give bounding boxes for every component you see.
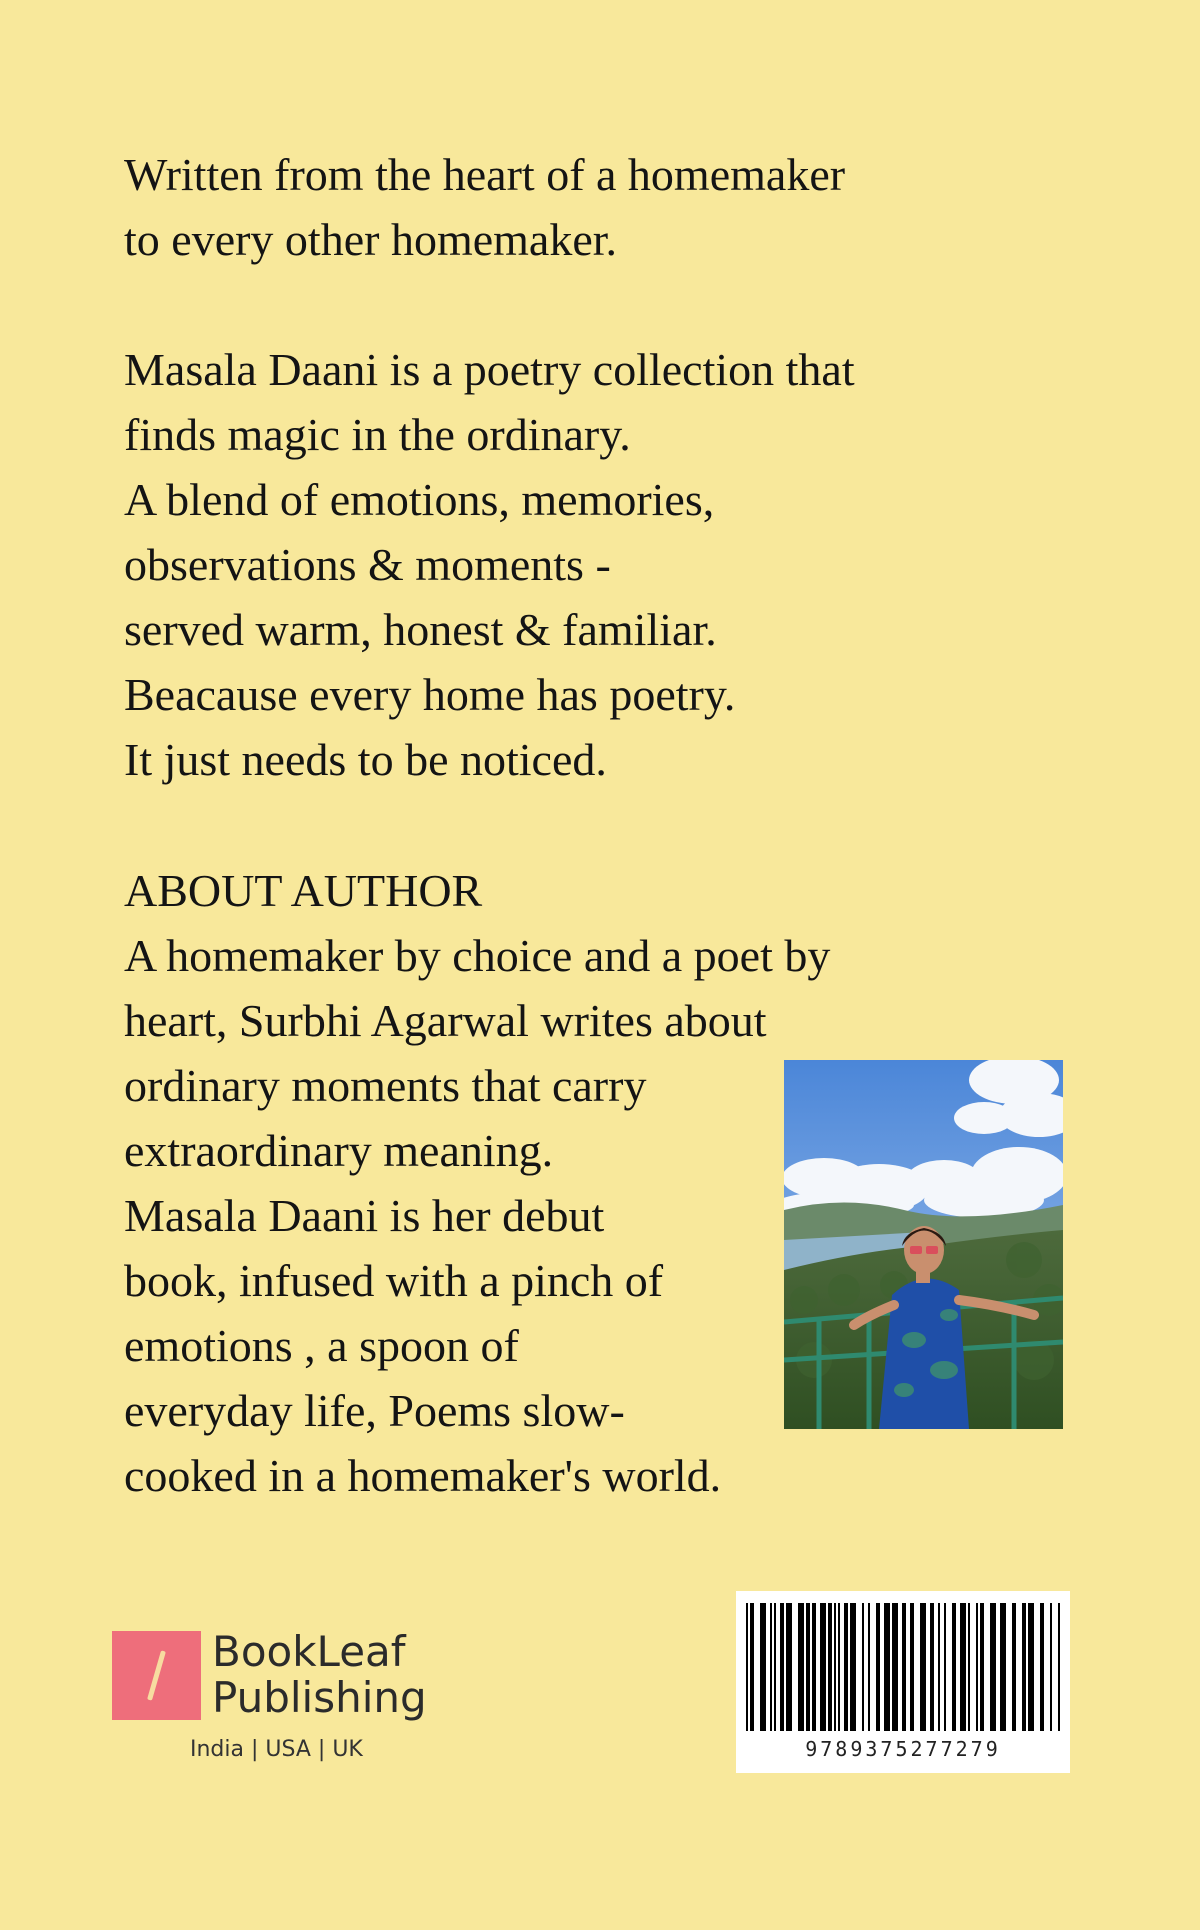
barcode-bar	[786, 1603, 792, 1731]
blurb-line: Masala Daani is a poetry collection that	[124, 344, 855, 395]
barcode-bar	[834, 1603, 836, 1731]
barcode-bar	[944, 1603, 946, 1731]
intro-line: to every other homemaker.	[124, 214, 618, 265]
author-bio-line: emotions , a spoon of	[124, 1320, 519, 1371]
barcode-bar	[1022, 1603, 1026, 1731]
publisher-logo	[112, 1629, 472, 1769]
blurb-line: served warm, honest & familiar.	[124, 604, 717, 655]
blurb-line: observations & moments -	[124, 539, 611, 590]
barcode-bar	[760, 1603, 766, 1731]
blurb-paragraph	[124, 337, 855, 792]
author-photo	[784, 1060, 1063, 1429]
barcode-bar	[820, 1603, 826, 1731]
author-bio-line: A homemaker by choice and a poet by	[124, 930, 831, 981]
intro-paragraph	[124, 142, 845, 272]
blurb-line: A blend of emotions, memories,	[124, 474, 715, 525]
author-bio-line: ordinary moments that carry	[124, 1060, 647, 1111]
barcode-bar	[806, 1603, 810, 1731]
barcode-bar	[1028, 1603, 1034, 1731]
barcode-bar	[770, 1603, 772, 1731]
barcode-bar	[780, 1603, 784, 1731]
barcode-bar	[774, 1603, 776, 1731]
barcode-bar	[1050, 1603, 1052, 1731]
barcode-bar	[960, 1603, 966, 1731]
intro-line: Written from the heart of a homemaker	[124, 149, 846, 200]
barcode-bar	[1040, 1603, 1044, 1731]
barcode-bar	[844, 1603, 848, 1731]
barcode-bar	[828, 1603, 832, 1731]
barcode-bar	[876, 1603, 880, 1731]
barcode-bar	[930, 1603, 934, 1731]
author-bio-line: heart, Surbhi Agarwal writes about	[124, 995, 767, 1046]
blurb-line: It just needs to be noticed.	[124, 734, 607, 785]
barcode-bar	[938, 1603, 940, 1731]
barcode-bar	[892, 1603, 898, 1731]
barcode-bar	[838, 1603, 840, 1731]
barcode-bar	[746, 1603, 748, 1731]
publisher-name-line2: Publishing	[212, 1673, 427, 1722]
isbn-number: 9789375277279	[805, 1737, 1001, 1761]
barcode-bar	[1000, 1603, 1006, 1731]
publisher-regions: India | USA | UK	[190, 1737, 363, 1762]
barcode-bar	[884, 1603, 890, 1731]
blurb-line: Beacause every home has poetry.	[124, 669, 736, 720]
about-author-section	[124, 858, 830, 1508]
barcode-bar	[990, 1603, 996, 1731]
author-bio-line: extraordinary meaning.	[124, 1125, 554, 1176]
barcode-bar	[868, 1603, 870, 1731]
isbn-barcode	[736, 1591, 1070, 1773]
barcode-bar	[902, 1603, 906, 1731]
barcode-bar	[952, 1603, 956, 1731]
barcode-bar	[812, 1603, 816, 1731]
barcode-bar	[920, 1603, 926, 1731]
barcode-bar	[968, 1603, 970, 1731]
barcode-bar	[798, 1603, 804, 1731]
barcode-bar	[910, 1603, 914, 1731]
author-bio-line: book, infused with a pinch of	[124, 1255, 664, 1306]
blurb-line: finds magic in the ordinary.	[124, 409, 631, 460]
barcode-bar	[980, 1603, 984, 1731]
barcode-bar	[1012, 1603, 1016, 1731]
barcode-bar	[850, 1603, 856, 1731]
barcode-bar	[976, 1603, 978, 1731]
barcode-bars	[736, 1591, 1070, 1731]
barcode-bar	[862, 1603, 864, 1731]
bookleaf-slash-icon	[112, 1631, 201, 1720]
barcode-bar	[750, 1603, 754, 1731]
publisher-name-line1: BookLeaf	[212, 1627, 406, 1676]
author-bio-line: everyday life, Poems slow-	[124, 1385, 625, 1436]
barcode-bar	[1058, 1603, 1060, 1731]
author-bio-line: cooked in a homemaker's world.	[124, 1450, 722, 1501]
author-bio-line: Masala Daani is her debut	[124, 1190, 605, 1241]
about-author-heading: ABOUT AUTHOR	[124, 865, 483, 916]
